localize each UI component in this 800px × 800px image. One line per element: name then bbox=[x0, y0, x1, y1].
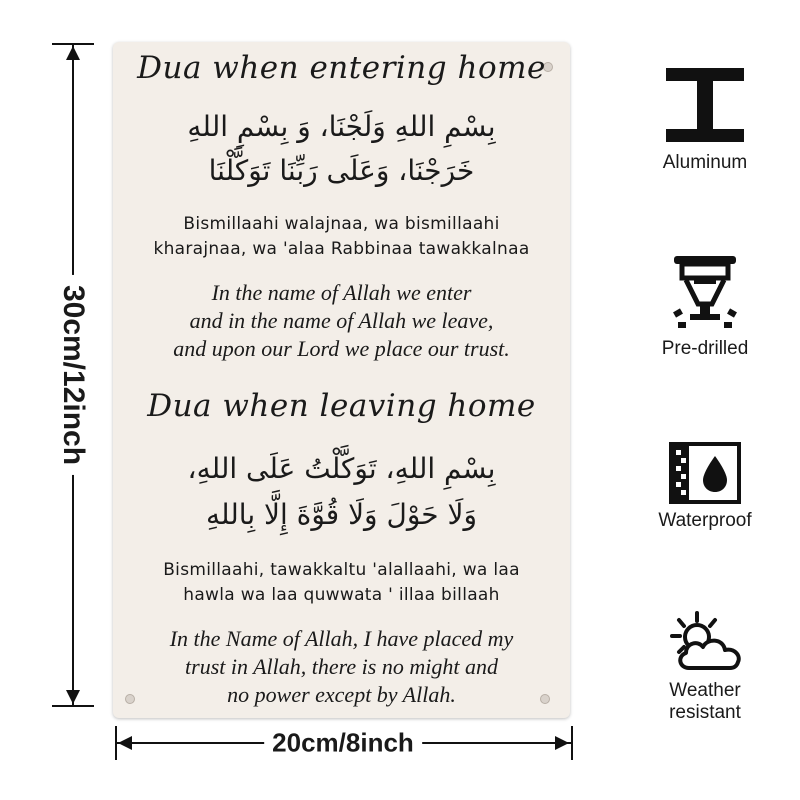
feature-aluminum bbox=[610, 66, 800, 174]
width-label: 20cm/8inch bbox=[264, 728, 422, 759]
feature-pre-drilled bbox=[610, 252, 800, 360]
feature-waterproof bbox=[610, 442, 800, 532]
arrow-right-icon bbox=[555, 736, 569, 750]
section2-arabic-line2: وَلَا حَوْلَ وَلَا قُوَّةَ إِلَّا بِاللهِ bbox=[205, 498, 477, 531]
feature-label: Aluminum bbox=[662, 152, 748, 173]
drill-icon bbox=[664, 252, 746, 332]
section2-meaning-line2: trust in Allah, there is no might and bbox=[185, 654, 498, 679]
section1-translit-line1: Bismillaahi walajnaa, wa bismillaahi bbox=[183, 214, 500, 234]
feature-label-line1: Weather bbox=[669, 680, 741, 701]
section1-arabic-line2: خَرَجْنَا، وَعَلَى رَبِّنَا تَوَكَّلْنَا bbox=[208, 154, 475, 187]
height-label: 30cm/12inch bbox=[56, 275, 90, 475]
section1-meaning-line3: and upon our Lord we place our trust. bbox=[173, 336, 510, 361]
section1-translit-line2: kharajnaa, wa 'alaa Rabbinaa tawakkalnaa bbox=[153, 239, 530, 259]
section2-arabic-line1: بِسْمِ اللهِ، تَوَكَّلْتُ عَلَى اللهِ، bbox=[187, 452, 496, 485]
section2-meaning-line1: In the Name of Allah, I have placed my bbox=[169, 626, 514, 651]
i-beam-icon bbox=[664, 66, 746, 144]
arrow-up-icon bbox=[66, 46, 80, 60]
feature-weather-resistant bbox=[610, 610, 800, 724]
section1-meaning-line2: and in the name of Allah we leave, bbox=[189, 308, 494, 333]
arrow-down-icon bbox=[66, 690, 80, 704]
feature-label: Waterproof bbox=[658, 510, 752, 531]
feature-label: Pre-drilled bbox=[661, 338, 749, 359]
section1-meaning-line1: In the name of Allah we enter bbox=[211, 280, 472, 305]
arrow-left-icon bbox=[118, 736, 132, 750]
sun-cloud-icon bbox=[663, 610, 747, 676]
section1-title: Dua when entering home bbox=[137, 50, 546, 86]
water-drop-icon bbox=[669, 442, 741, 504]
section2-title: Dua when leaving home bbox=[147, 388, 536, 424]
section2-translit-line2: hawla wa laa quwwata ' illaa billaah bbox=[183, 585, 500, 605]
section2-translit-line1: Bismillaahi, tawakkaltu 'alallaahi, wa laa bbox=[163, 560, 520, 580]
metal-sign bbox=[113, 42, 570, 718]
section1-arabic-line1: بِسْمِ اللهِ وَلَجْنَا، وَ بِسْمِ اللهِ bbox=[187, 110, 496, 143]
feature-label-line2: resistant bbox=[669, 702, 741, 723]
section2-meaning-line3: no power except by Allah. bbox=[227, 682, 456, 707]
